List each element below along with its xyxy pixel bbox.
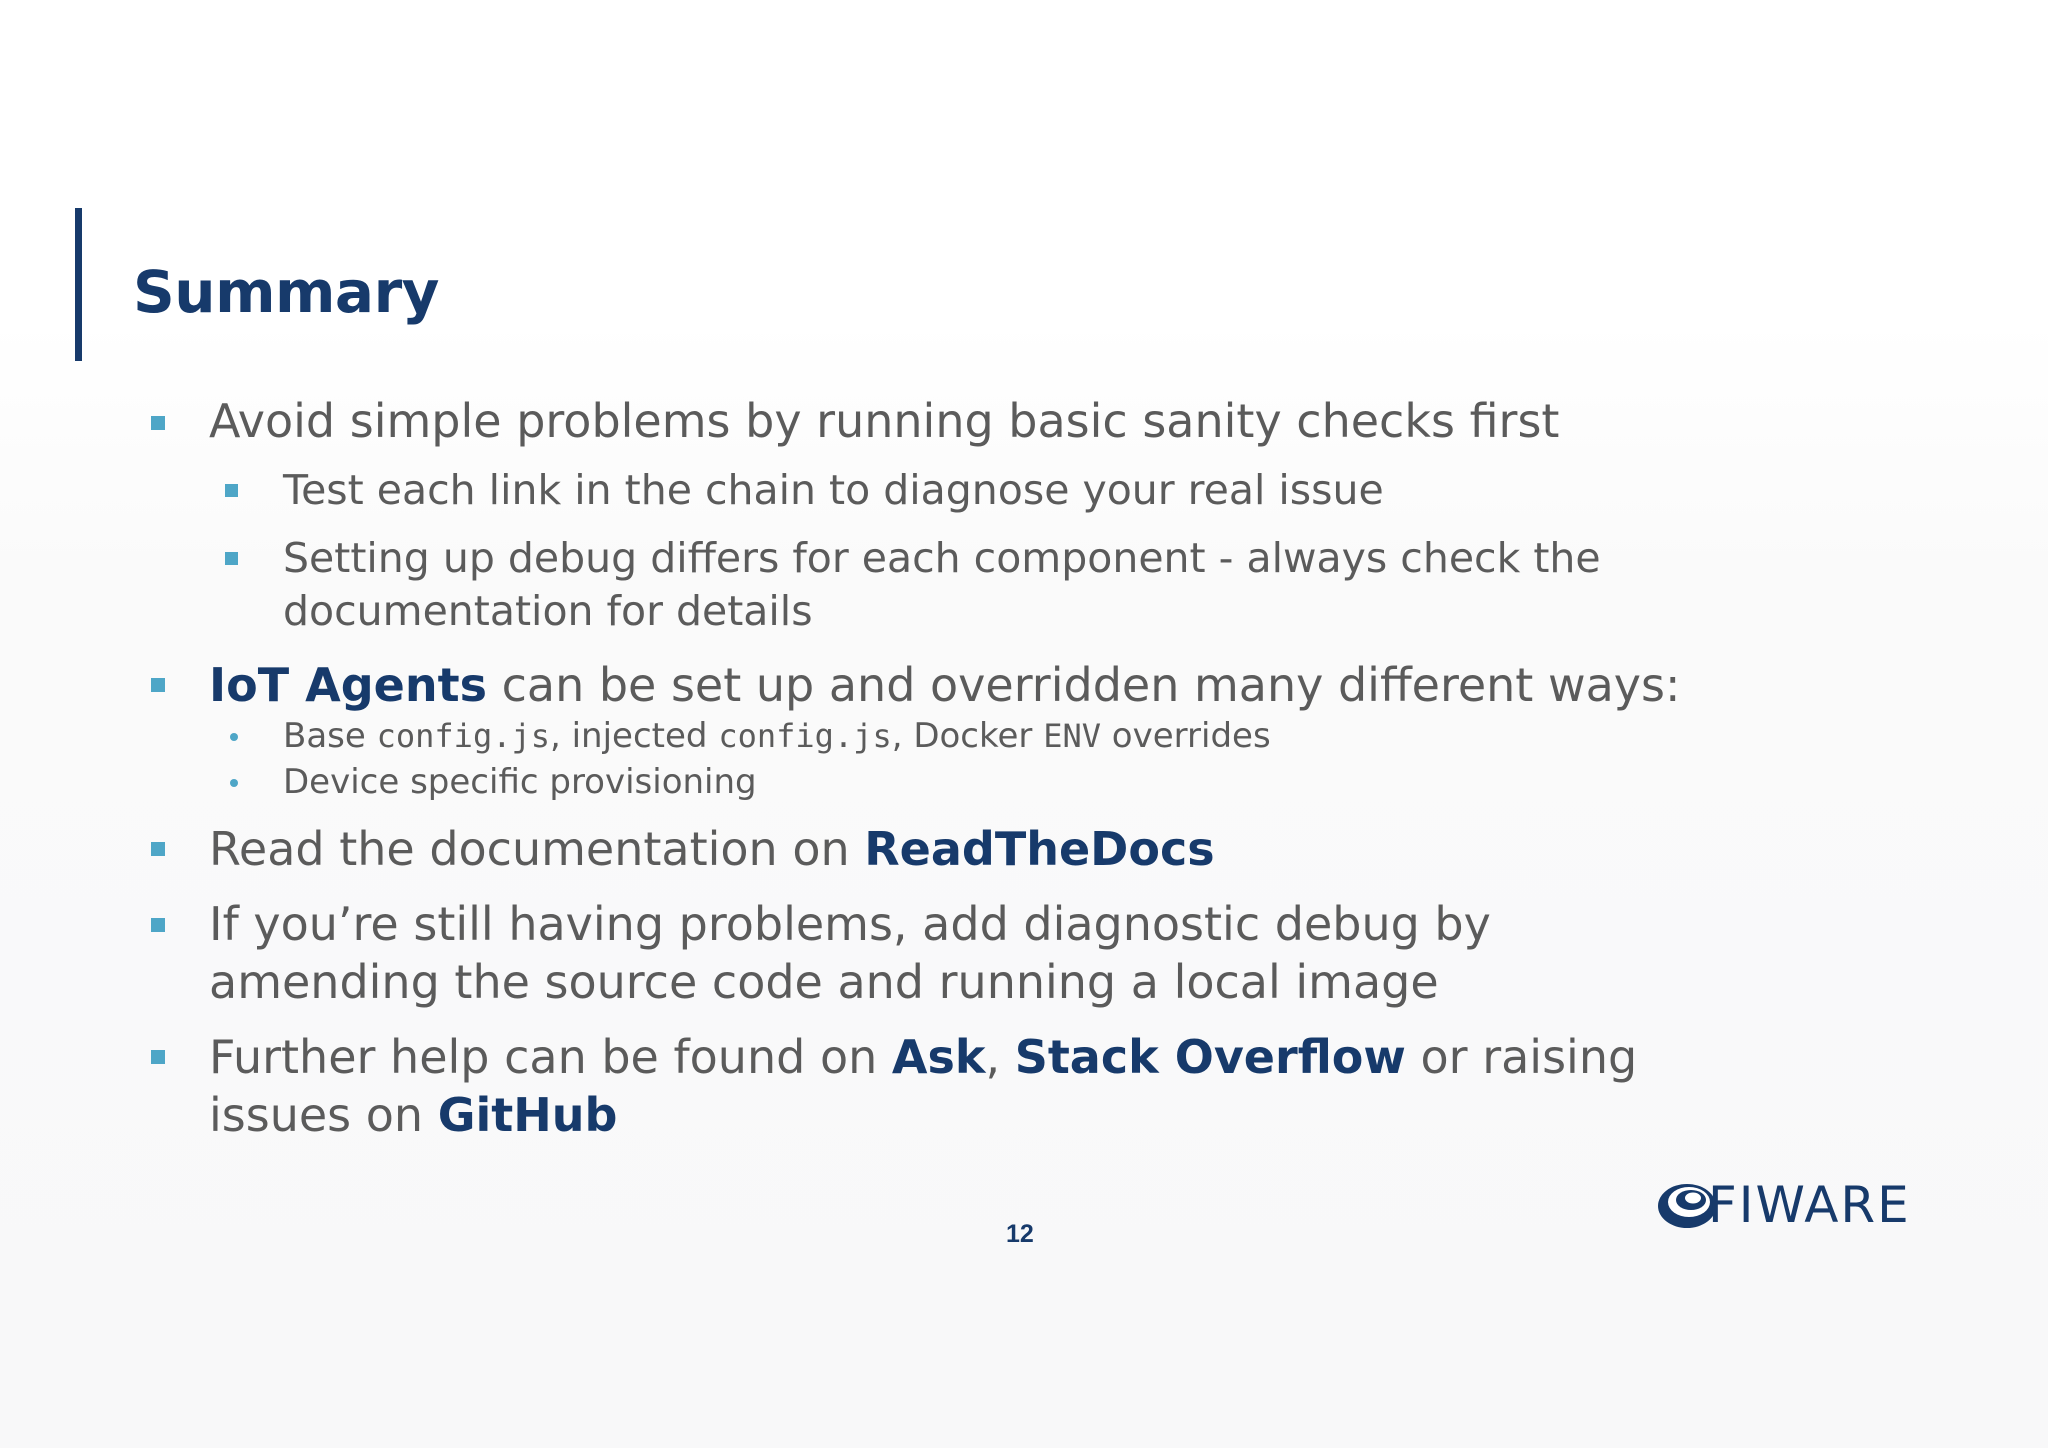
readthedocs-link[interactable]: ReadTheDocs (864, 822, 1215, 876)
bullet-1-sub-2: Setting up debug differs for each component - always check the documentation for details (283, 534, 1601, 635)
bullet-1-sub-1: Test each link in the chain to diagnose your real issue (283, 466, 1384, 514)
page-number: 12 (1006, 1220, 1034, 1248)
bullet-1 (209, 392, 1559, 450)
bullet-4: If you’re still having problems, add diagnostic debug by amending the source code and running a local image (209, 897, 1491, 1009)
bullet-2-sub-2: Device specific provisioning (283, 762, 757, 802)
sub-bullet-marker (225, 552, 238, 565)
bullet-marker (151, 1050, 165, 1064)
code-config-js-injected: config.js (718, 717, 892, 755)
bullet-marker (151, 416, 165, 430)
slide-title: Summary (133, 258, 439, 326)
bullet-3: Read the documentation on ReadTheDocs (209, 822, 1215, 876)
bullet-2: IoT Agents can be set up and overridden many different ways: (209, 658, 1681, 712)
stack-overflow-link[interactable]: Stack Overflow (1014, 1030, 1406, 1084)
sub-bullet-dot (230, 779, 238, 787)
code-env: ENV (1043, 717, 1101, 755)
bullet-marker (151, 678, 165, 692)
bullet-marker (151, 842, 165, 856)
bullet-marker (151, 918, 165, 932)
ask-link[interactable]: Ask (891, 1030, 986, 1084)
github-link[interactable]: GitHub (437, 1088, 618, 1142)
fiware-logo-text: FIWARE (1708, 1176, 1911, 1234)
iot-agents-link[interactable]: IoT Agents (209, 658, 487, 712)
code-config-js: config.js (376, 717, 550, 755)
bullet-5: Further help can be found on Ask, Stack Overflow or raising issues on GitHub (209, 1030, 1638, 1142)
sub-bullet-marker (225, 484, 238, 497)
bullet-2-sub-1: Base config.js, injected config.js, Docker ENV overrides (283, 716, 1271, 756)
bullet-1-text: Avoid simple problems by running basic sanity checks first (209, 394, 1560, 448)
title-accent-bar (75, 208, 82, 361)
sub-bullet-dot (230, 733, 238, 741)
